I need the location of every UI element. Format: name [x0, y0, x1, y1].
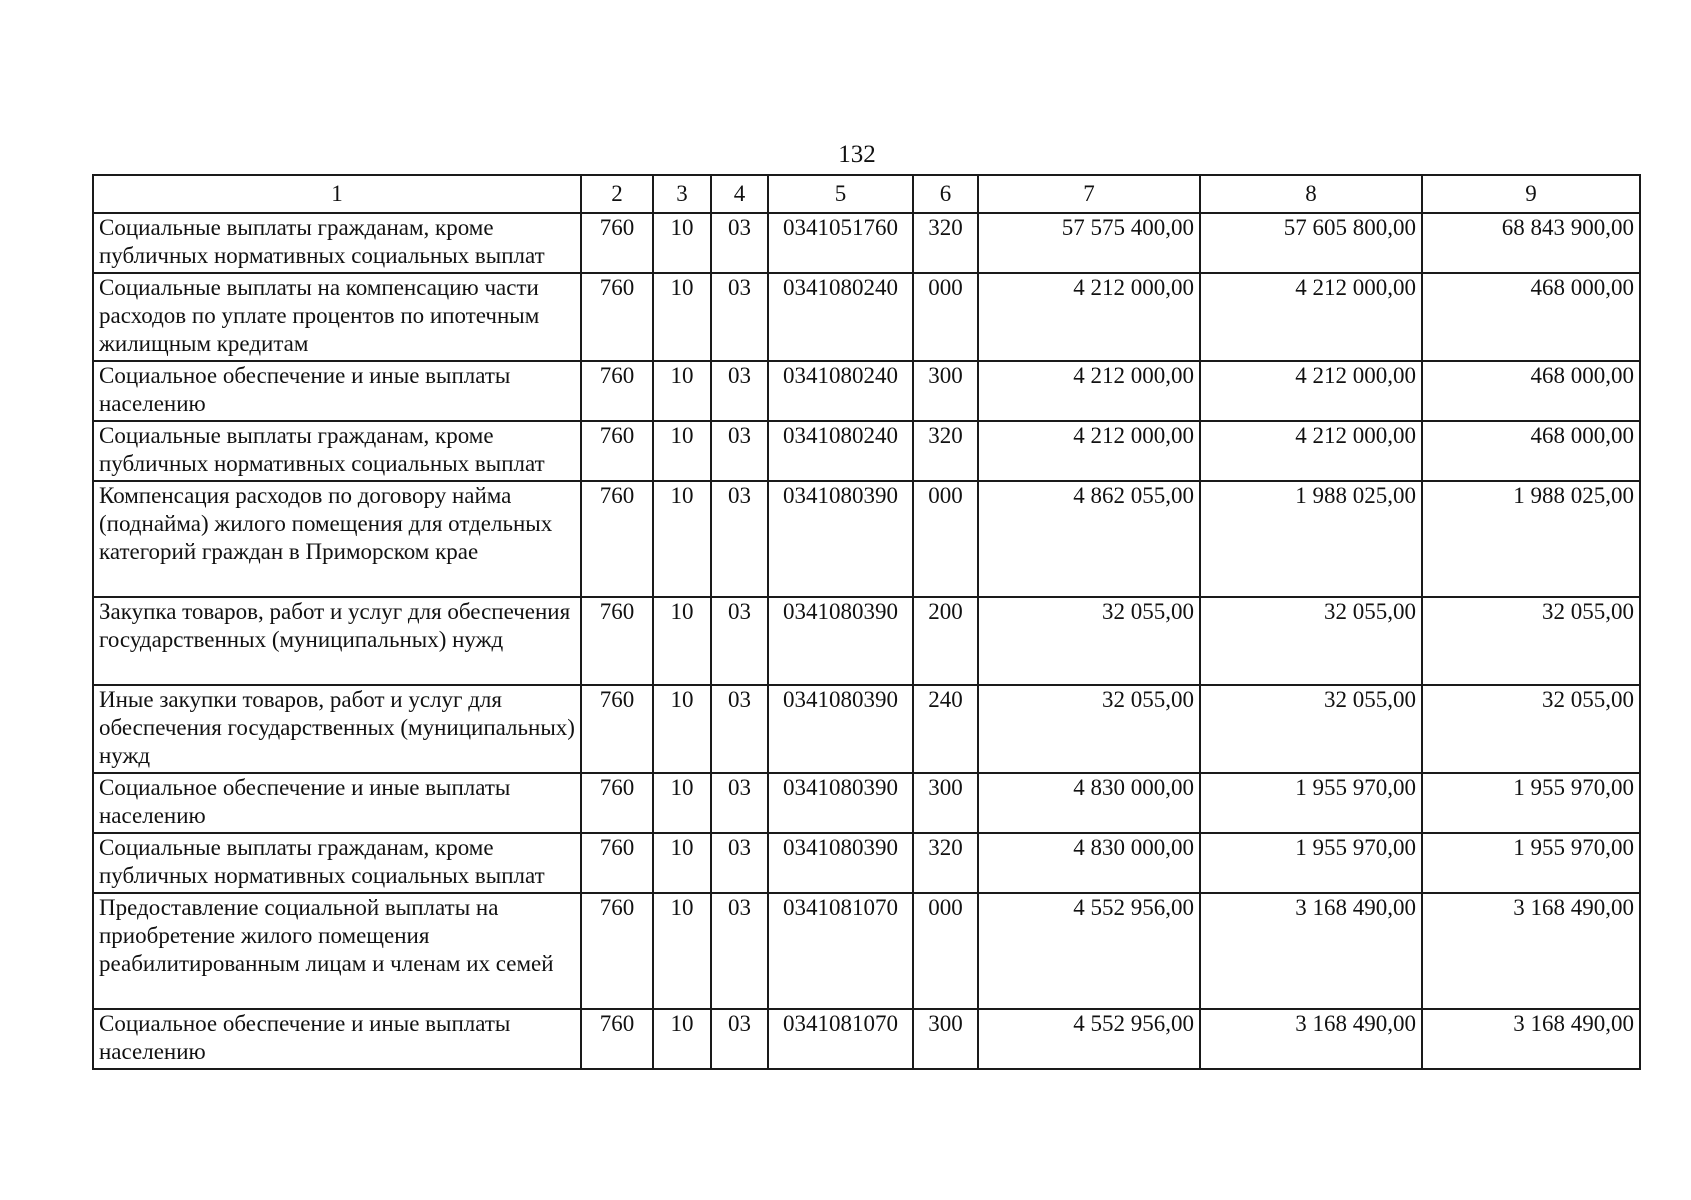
table-row — [93, 597, 1640, 685]
table-row — [93, 833, 1640, 893]
table-row — [93, 685, 1640, 773]
cell-col-2: 760 — [581, 597, 653, 685]
amount-col-7: 32 055,00 — [978, 685, 1200, 773]
row-description: Социальные выплаты гражданам, кроме публичных нормативных социальных выплат — [93, 421, 581, 481]
row-description: Социальное обеспечение и иные выплаты населению — [93, 773, 581, 833]
amount-col-9: 468 000,00 — [1422, 361, 1640, 421]
amount-col-7: 4 862 055,00 — [978, 481, 1200, 597]
column-header: 1 — [93, 175, 581, 213]
table-row — [93, 893, 1640, 1009]
row-description: Социальное обеспечение и иные выплаты населению — [93, 361, 581, 421]
amount-col-9: 1 955 970,00 — [1422, 833, 1640, 893]
cell-col-4: 03 — [711, 773, 768, 833]
row-description: Социальные выплаты гражданам, кроме публичных нормативных социальных выплат — [93, 833, 581, 893]
table-row — [93, 1009, 1640, 1069]
cell-col-3: 10 — [653, 213, 711, 273]
column-header: 5 — [768, 175, 913, 213]
row-description: Социальные выплаты гражданам, кроме публичных нормативных социальных выплат — [93, 213, 581, 273]
cell-col-4: 03 — [711, 1009, 768, 1069]
cell-col-5: 0341080390 — [768, 481, 913, 597]
column-header: 6 — [913, 175, 978, 213]
header-row — [93, 175, 1640, 213]
row-description: Закупка товаров, работ и услуг для обеспечения государственных (муниципальных) нужд — [93, 597, 581, 685]
cell-col-3: 10 — [653, 273, 711, 361]
amount-col-8: 57 605 800,00 — [1200, 213, 1422, 273]
row-description: Иные закупки товаров, работ и услуг для обеспечения государственных (муниципальных) нужд — [93, 685, 581, 773]
column-header: 7 — [978, 175, 1200, 213]
column-header: 4 — [711, 175, 768, 213]
amount-col-9: 32 055,00 — [1422, 685, 1640, 773]
table-row — [93, 773, 1640, 833]
row-description: Социальные выплаты на компенсацию части расходов по уплате процентов по ипотечным жилищным кредитам — [93, 273, 581, 361]
amount-col-7: 4 830 000,00 — [978, 773, 1200, 833]
cell-col-5: 0341080390 — [768, 773, 913, 833]
table-row — [93, 273, 1640, 361]
amount-col-9: 32 055,00 — [1422, 597, 1640, 685]
column-header: 3 — [653, 175, 711, 213]
cell-col-2: 760 — [581, 833, 653, 893]
column-header: 9 — [1422, 175, 1640, 213]
cell-col-3: 10 — [653, 833, 711, 893]
amount-col-8: 3 168 490,00 — [1200, 893, 1422, 1009]
row-description: Предоставление социальной выплаты на приобретение жилого помещения реабилитированным лицам и членам их семей — [93, 893, 581, 1009]
row-description: Компенсация расходов по договору найма (поднайма) жилого помещения для отдельных категорий граждан в Приморском крае — [93, 481, 581, 597]
cell-col-6: 320 — [913, 213, 978, 273]
amount-col-7: 4 212 000,00 — [978, 421, 1200, 481]
cell-col-4: 03 — [711, 421, 768, 481]
page-number: 132 — [838, 141, 876, 168]
table-row — [93, 481, 1640, 597]
cell-col-5: 0341081070 — [768, 1009, 913, 1069]
amount-col-8: 32 055,00 — [1200, 685, 1422, 773]
cell-col-6: 240 — [913, 685, 978, 773]
cell-col-4: 03 — [711, 833, 768, 893]
cell-col-2: 760 — [581, 685, 653, 773]
table-row — [93, 213, 1640, 273]
table-header — [93, 175, 1640, 213]
amount-col-8: 1 955 970,00 — [1200, 833, 1422, 893]
amount-col-7: 4 830 000,00 — [978, 833, 1200, 893]
cell-col-6: 320 — [913, 833, 978, 893]
cell-col-5: 0341081070 — [768, 893, 913, 1009]
row-description: Социальное обеспечение и иные выплаты населению — [93, 1009, 581, 1069]
cell-col-3: 10 — [653, 597, 711, 685]
cell-col-4: 03 — [711, 361, 768, 421]
cell-col-6: 000 — [913, 893, 978, 1009]
cell-col-5: 0341080240 — [768, 273, 913, 361]
cell-col-2: 760 — [581, 273, 653, 361]
cell-col-5: 0341080390 — [768, 685, 913, 773]
cell-col-2: 760 — [581, 421, 653, 481]
budget-table — [92, 174, 1641, 1070]
amount-col-7: 32 055,00 — [978, 597, 1200, 685]
amount-col-9: 68 843 900,00 — [1422, 213, 1640, 273]
cell-col-6: 200 — [913, 597, 978, 685]
cell-col-6: 320 — [913, 421, 978, 481]
cell-col-4: 03 — [711, 273, 768, 361]
amount-col-7: 4 212 000,00 — [978, 273, 1200, 361]
cell-col-5: 0341080240 — [768, 361, 913, 421]
cell-col-6: 300 — [913, 1009, 978, 1069]
table-row — [93, 421, 1640, 481]
amount-col-9: 1 988 025,00 — [1422, 481, 1640, 597]
cell-col-4: 03 — [711, 893, 768, 1009]
cell-col-2: 760 — [581, 361, 653, 421]
column-header: 8 — [1200, 175, 1422, 213]
column-header: 2 — [581, 175, 653, 213]
amount-col-8: 4 212 000,00 — [1200, 361, 1422, 421]
cell-col-2: 760 — [581, 773, 653, 833]
amount-col-7: 57 575 400,00 — [978, 213, 1200, 273]
cell-col-3: 10 — [653, 1009, 711, 1069]
amount-col-7: 4 552 956,00 — [978, 893, 1200, 1009]
cell-col-5: 0341080240 — [768, 421, 913, 481]
amount-col-8: 4 212 000,00 — [1200, 421, 1422, 481]
amount-col-9: 468 000,00 — [1422, 421, 1640, 481]
cell-col-3: 10 — [653, 361, 711, 421]
cell-col-5: 0341080390 — [768, 597, 913, 685]
amount-col-7: 4 552 956,00 — [978, 1009, 1200, 1069]
cell-col-3: 10 — [653, 773, 711, 833]
amount-col-8: 3 168 490,00 — [1200, 1009, 1422, 1069]
amount-col-9: 3 168 490,00 — [1422, 1009, 1640, 1069]
amount-col-8: 1 988 025,00 — [1200, 481, 1422, 597]
amount-col-8: 4 212 000,00 — [1200, 273, 1422, 361]
cell-col-2: 760 — [581, 893, 653, 1009]
cell-col-5: 0341080390 — [768, 833, 913, 893]
cell-col-3: 10 — [653, 481, 711, 597]
amount-col-8: 1 955 970,00 — [1200, 773, 1422, 833]
cell-col-3: 10 — [653, 893, 711, 1009]
table-body — [93, 213, 1640, 1069]
cell-col-3: 10 — [653, 421, 711, 481]
amount-col-9: 1 955 970,00 — [1422, 773, 1640, 833]
cell-col-2: 760 — [581, 1009, 653, 1069]
cell-col-6: 300 — [913, 773, 978, 833]
amount-col-9: 468 000,00 — [1422, 273, 1640, 361]
cell-col-6: 000 — [913, 481, 978, 597]
table-row — [93, 361, 1640, 421]
cell-col-5: 0341051760 — [768, 213, 913, 273]
amount-col-8: 32 055,00 — [1200, 597, 1422, 685]
cell-col-4: 03 — [711, 481, 768, 597]
cell-col-2: 760 — [581, 213, 653, 273]
cell-col-6: 000 — [913, 273, 978, 361]
amount-col-7: 4 212 000,00 — [978, 361, 1200, 421]
amount-col-9: 3 168 490,00 — [1422, 893, 1640, 1009]
cell-col-4: 03 — [711, 213, 768, 273]
cell-col-3: 10 — [653, 685, 711, 773]
cell-col-6: 300 — [913, 361, 978, 421]
cell-col-4: 03 — [711, 597, 768, 685]
cell-col-4: 03 — [711, 685, 768, 773]
cell-col-2: 760 — [581, 481, 653, 597]
